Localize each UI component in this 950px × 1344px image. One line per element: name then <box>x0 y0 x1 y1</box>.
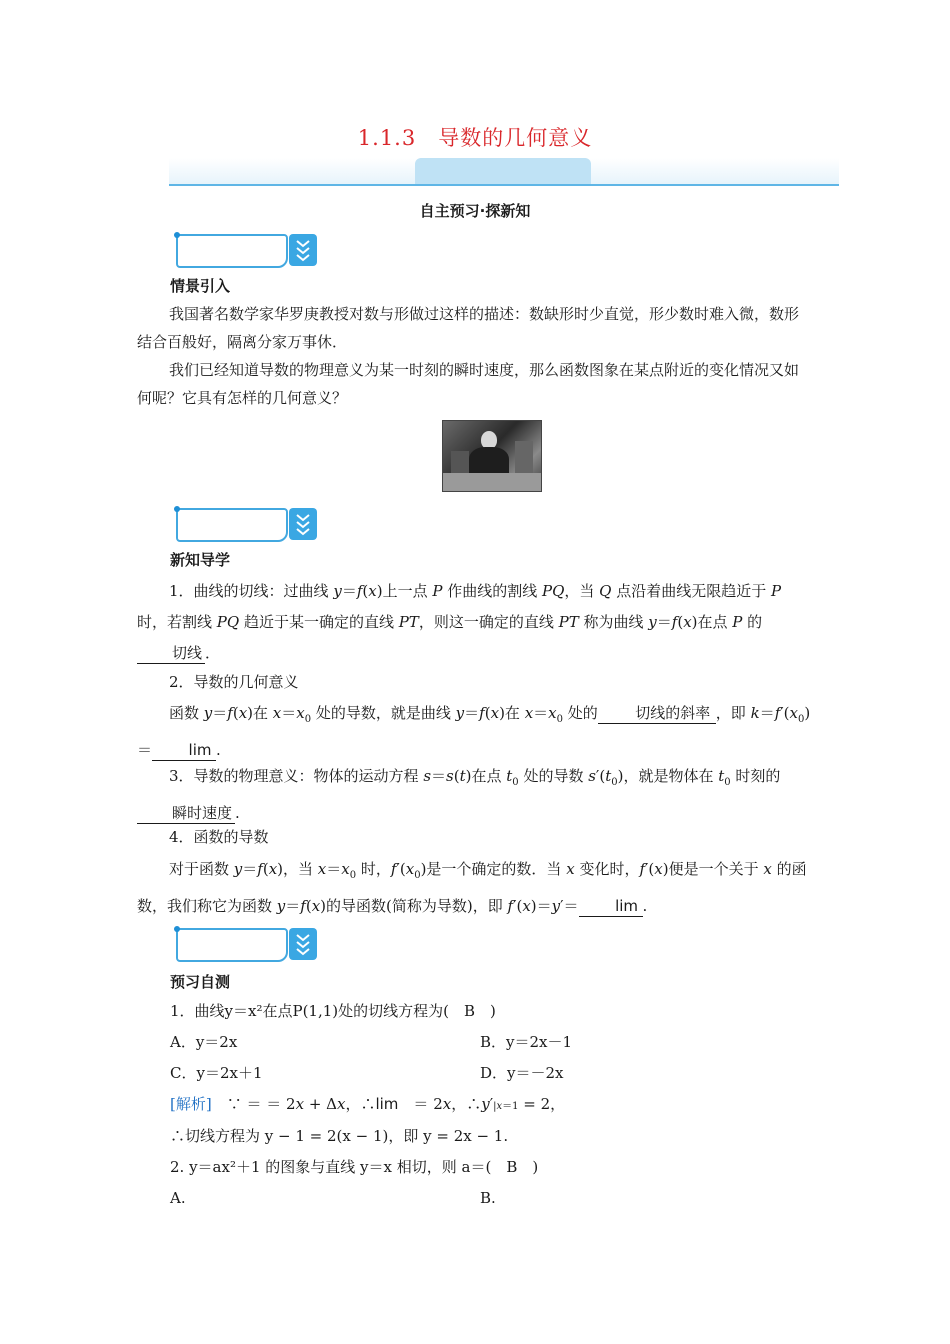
paragraph-intro: 我们已经知道导数的物理意义为某一时刻的瞬时速度，那么函数图象在某点附近的变化情况又如何呢？它具有怎样的几何意义？ <box>137 361 800 407</box>
q1-option-a: A．y＝2x <box>170 1033 238 1051</box>
header-divider <box>169 184 839 186</box>
bullet-dot-icon <box>174 506 180 512</box>
answer-lim-2: lim <box>579 896 643 917</box>
item-4-heading: 4．函数的导数 <box>169 828 269 846</box>
paragraph-hua: 我国著名数学家华罗庚教授对数与形做过这样的描述：数缺形时少直觉，形少数时难入微，数形结合百般好，隔离分家万事休． <box>137 305 800 351</box>
q1-option-d: D．y＝－2x <box>480 1064 564 1082</box>
section-number: 1.1.3 <box>357 126 417 150</box>
heading-self-test: 预习自测 <box>170 973 231 991</box>
answer-tangent: 切线 <box>137 643 205 664</box>
q2-option-a: A. <box>170 1189 186 1207</box>
label-box-2 <box>172 506 320 542</box>
section-title: 自主预习·探新知 <box>419 202 531 220</box>
item-1: 1．曲线的切线：过曲线 y＝f(x)上一点 P 作曲线的割线 PQ，当 Q 点沿着曲线无限趋近于 P 时，若割线 PQ 趋近于某一确定的直线 PT，则这一确定的直线 PT 称为曲线 y＝f(x)在点 P 的切线 ． <box>137 582 782 662</box>
q1-option-b: B．y＝2x－1 <box>480 1033 573 1051</box>
double-chevron-down-icon <box>289 928 317 960</box>
answer-velocity: 瞬时速度 <box>137 803 235 824</box>
page-title <box>0 122 950 152</box>
item-2: 函数 y＝f(x)在 $x=x_0$ 处的导数，就是曲线 y＝f(x)在 $x=x_0$ 处的 切线的斜率 ，即 $k=f'(x_0)= \lim$ . <box>137 704 811 759</box>
item-3: 3．导数的物理意义：物体的运动方程 s＝s(t)在点 $t_0$ 处的导数 $s'(t_0)$，就是物体在 $t_0$ 时刻的瞬时速度 . <box>137 761 813 829</box>
portrait-photo <box>442 420 542 492</box>
label-box-3 <box>172 926 320 962</box>
double-chevron-down-icon <box>289 508 317 540</box>
title-text: 导数的几何意义 <box>438 126 593 150</box>
bullet-dot-icon <box>174 926 180 932</box>
item-2-heading: 2．导数的几何意义 <box>169 673 299 691</box>
q1-option-c: C．y＝2x＋1 <box>170 1064 263 1082</box>
bullet-dot-icon <box>174 232 180 238</box>
question-2-stem: 2. y＝ax²＋1 的图象与直线 y＝x 相切，则 a＝( B ) <box>170 1158 539 1176</box>
analysis-tag: [解析] <box>170 1095 212 1113</box>
item-4: 对于函数 y＝f(x)，当 $x=x_0$ 时，$f'(x_0)$是一个确定的数．当 x 变化时，f′(x)便是一个关于 x 的函数，我们称它为函数 y＝f(x)的导函数(简称为导数)，即 f′(x)＝y′＝ lim . <box>137 860 807 915</box>
label-box-1 <box>172 232 320 268</box>
q1-analysis-line-2: ∴切线方程为 y − 1 = 2(x − 1)，即 y = 2x − 1. <box>170 1127 509 1145</box>
answer-slope: 切线的斜率 <box>598 703 716 724</box>
q2-option-b: B. <box>480 1189 496 1207</box>
header-tab-bar <box>169 158 839 186</box>
q1-analysis-line-1: [解析] ∵ ＝ ＝ 2x + Δx，∴lim ＝ 2x，∴y′|x＝1 = 2， <box>170 1095 566 1113</box>
double-chevron-down-icon <box>289 234 317 266</box>
header-tab <box>415 158 591 184</box>
question-1-stem: 1．曲线y＝x²在点P(1,1)处的切线方程为( B ) <box>170 1002 496 1020</box>
answer-lim-1: lim <box>152 740 216 761</box>
heading-scenario: 情景引入 <box>170 277 231 295</box>
heading-new-knowledge: 新知导学 <box>170 551 231 569</box>
